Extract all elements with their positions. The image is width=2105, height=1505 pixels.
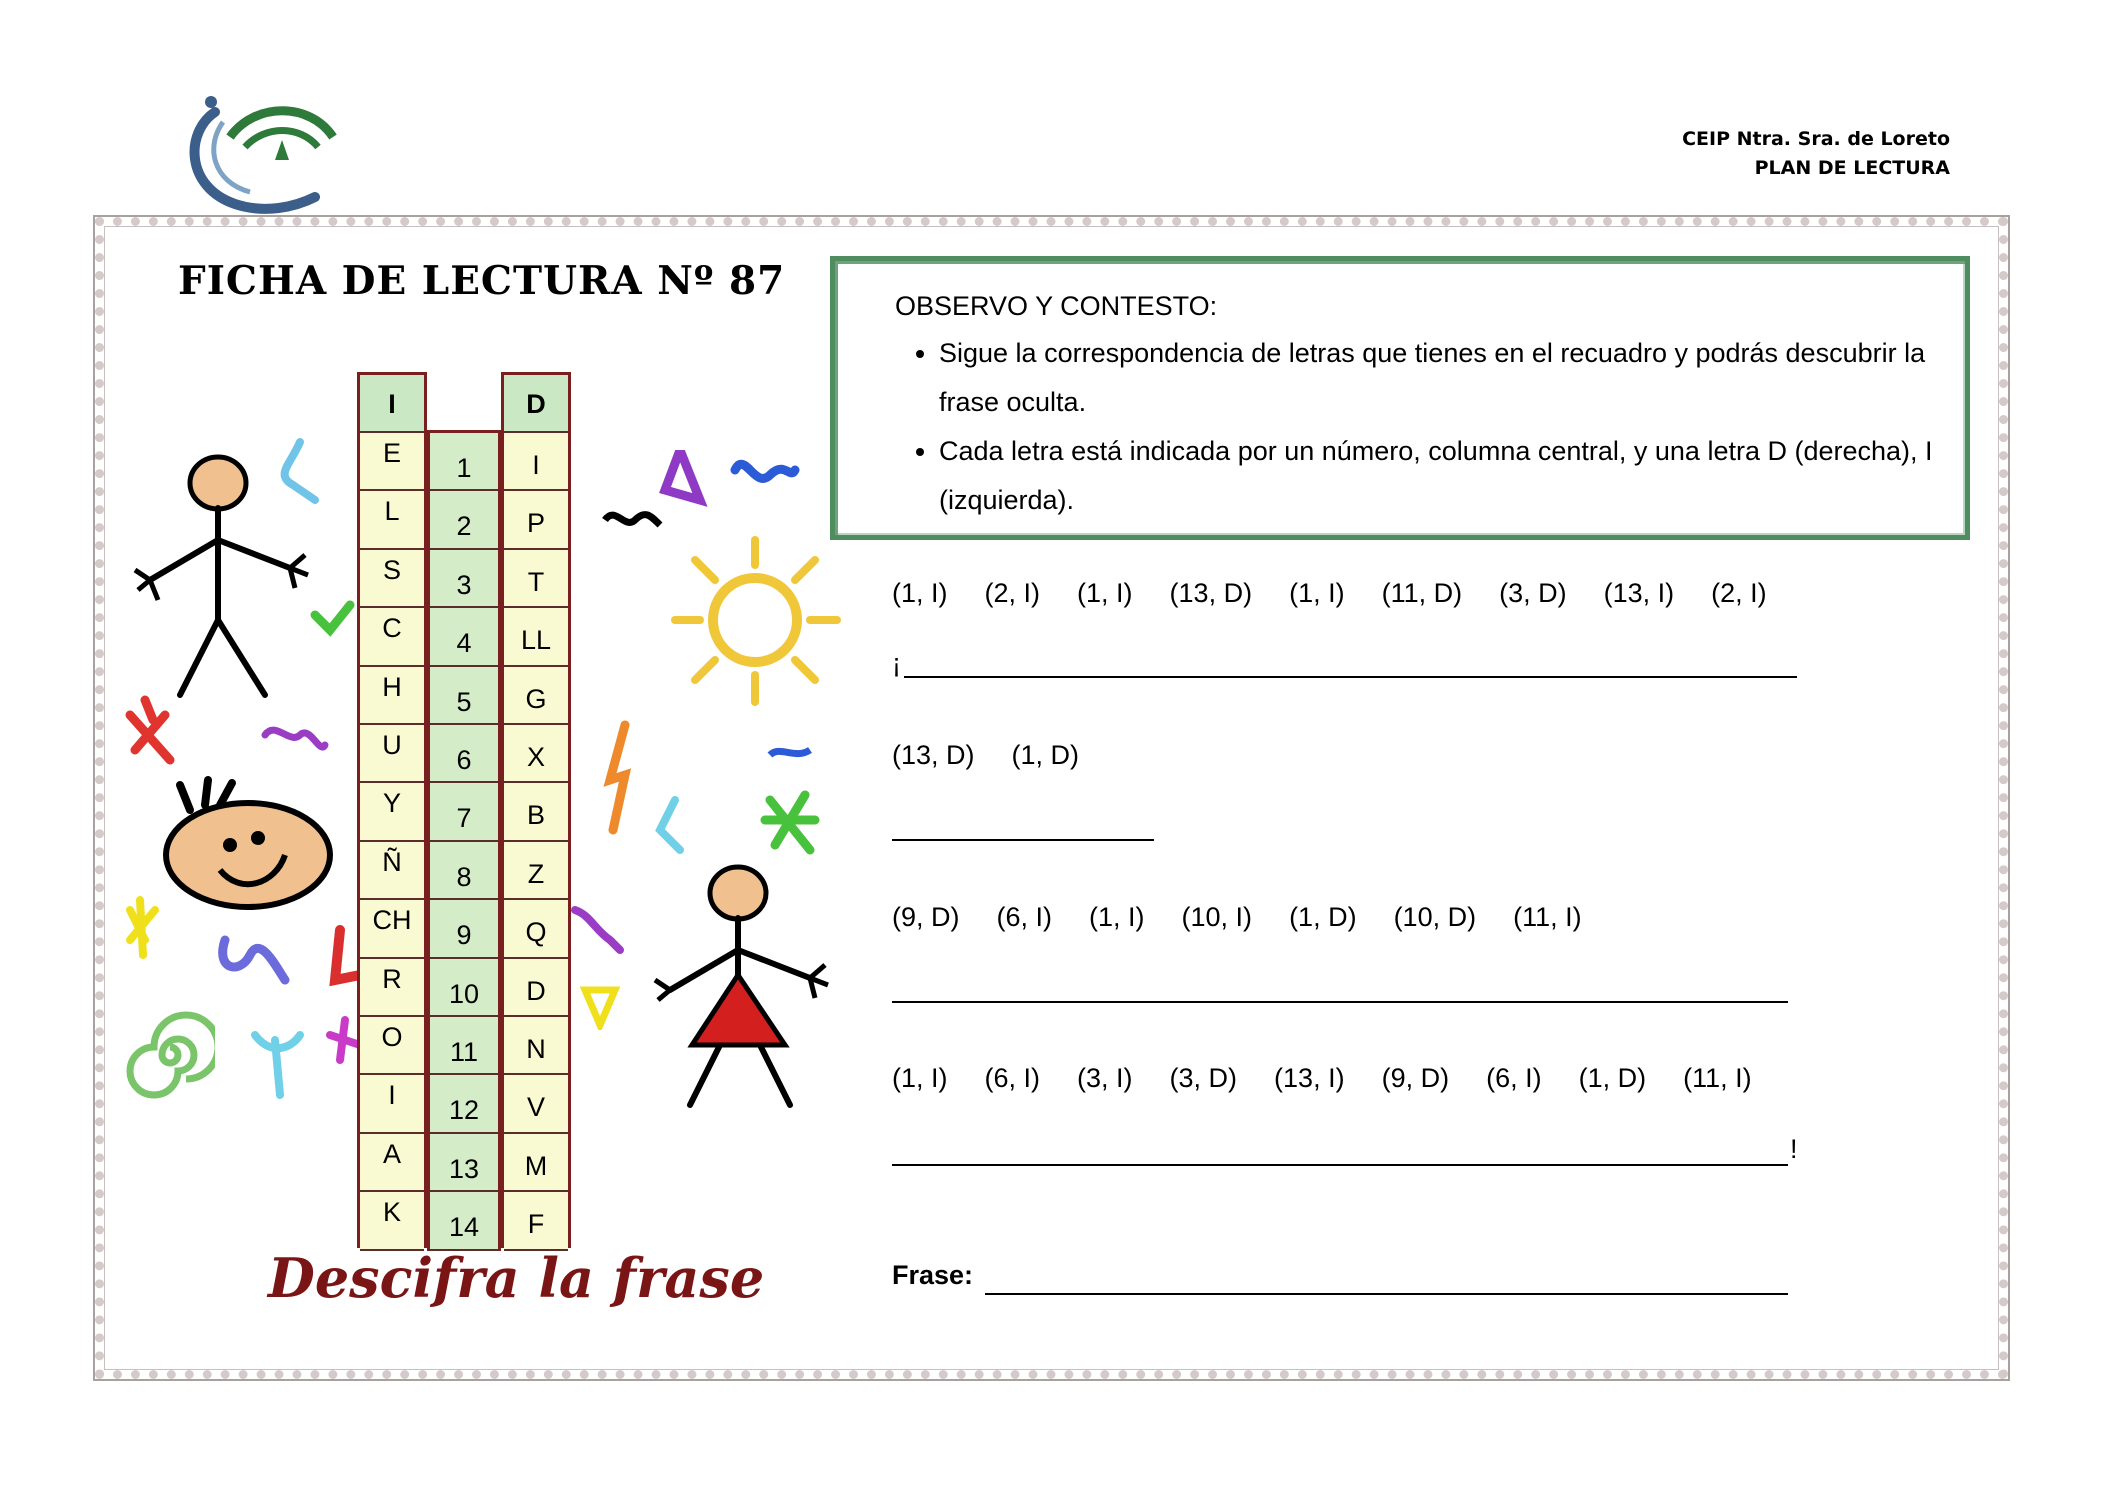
- decoder-left-letter: R: [360, 959, 424, 1017]
- decoder-right-letter: V: [504, 1075, 568, 1133]
- doodles-left-icon: [125, 430, 365, 1130]
- decoder-column-left: [357, 372, 427, 1248]
- decoder-right-letter: F: [504, 1192, 568, 1250]
- phrase-label: Frase:: [892, 1260, 974, 1290]
- code-pair: (13, I): [1603, 578, 1675, 608]
- decoder-number: 6: [427, 725, 501, 783]
- decoder-column-right: [501, 372, 571, 1248]
- code-pair: (1, I): [892, 578, 948, 608]
- decoder-number: 1: [427, 433, 501, 491]
- code-pair: (6, I): [1486, 1063, 1542, 1093]
- code-pair: (9, D): [892, 902, 960, 932]
- decoder-number: 12: [427, 1075, 501, 1133]
- code-pair: (11, D): [1381, 578, 1463, 608]
- code-pair: (11, I): [1683, 1063, 1752, 1093]
- code-pair: (13, I): [1274, 1063, 1345, 1093]
- decoder-number: 3: [427, 550, 501, 608]
- code-pair: (1, D): [1011, 740, 1080, 770]
- header-left: I: [360, 375, 424, 433]
- instruction-list: [895, 329, 1979, 525]
- code-pair: (3, D): [1499, 578, 1567, 608]
- decoder-left-letter: C: [360, 608, 424, 666]
- decoder-right-letter: Z: [504, 842, 568, 900]
- code-pair: (6, I): [984, 1063, 1041, 1093]
- code-pair: (10, I): [1181, 902, 1253, 932]
- decoder-right-letter: B: [504, 783, 568, 841]
- decoder-right-letter: N: [504, 1017, 568, 1075]
- decipher-caption: Descifra la frase: [268, 1246, 765, 1310]
- code-pair: (1, I): [892, 1063, 948, 1093]
- decoder-right-letter: P: [504, 491, 568, 549]
- code-pair: (13, D): [892, 740, 975, 770]
- decoder-left-letter: Y: [360, 783, 424, 841]
- plan-name: PLAN DE LECTURA: [1754, 157, 1950, 179]
- instruction-item: • Cada letra está indicada por un número, columna central, y una letra D (derecha), I (izquierda).: [939, 427, 1979, 525]
- decoder-number: 7: [427, 783, 501, 841]
- code-pair: (1, I): [1077, 578, 1133, 608]
- code-pair: (11, I): [1513, 902, 1582, 932]
- phrase-answer-line[interactable]: [985, 1293, 1788, 1295]
- decoder-left-letter: Ñ: [360, 842, 424, 900]
- decoder-left-letter: U: [360, 725, 424, 783]
- answer-line-4[interactable]: [892, 1164, 1788, 1166]
- decoder-left-letter: I: [360, 1075, 424, 1133]
- code-pair: (2, I): [984, 578, 1041, 608]
- decoder-left-letter: S: [360, 550, 424, 608]
- code-line-3: [892, 902, 1619, 933]
- doodles-right-icon: [565, 450, 835, 1030]
- code-pair: (10, D): [1393, 902, 1477, 932]
- code-line-2: [892, 740, 1116, 771]
- decoder-number: 10: [427, 959, 501, 1017]
- code-pair: (2, I): [1711, 578, 1767, 608]
- instruction-item: • Sigue la correspondencia de letras que tienes en el recuadro y podrás descubrir la frase oculta.: [939, 329, 1979, 427]
- decoder-left-letter: L: [360, 491, 424, 549]
- decoder-left-letter: H: [360, 667, 424, 725]
- code-pair: (1, I): [1089, 902, 1145, 932]
- decoder-left-letter: CH: [360, 900, 424, 958]
- decoder-right-letter: I: [504, 433, 568, 491]
- code-pair: (13, D): [1169, 578, 1253, 608]
- decoder-number: 2: [427, 491, 501, 549]
- code-pair: (9, D): [1381, 1063, 1450, 1093]
- instruction-title: OBSERVO Y CONTESTO:: [895, 291, 1218, 321]
- school-header: [1560, 125, 1950, 183]
- header-right: D: [504, 375, 568, 433]
- code-pair: (1, D): [1289, 902, 1357, 932]
- closing-exclamation: !: [1790, 1134, 1798, 1164]
- answer-line-3[interactable]: [892, 1001, 1788, 1003]
- decoder-number: 9: [427, 900, 501, 958]
- decoder-right-letter: Q: [504, 900, 568, 958]
- code-pair: (3, I): [1077, 1063, 1133, 1093]
- answer-line-2[interactable]: [892, 839, 1154, 841]
- decoder-number: 8: [427, 842, 501, 900]
- code-line-1: [892, 578, 1804, 609]
- decoder-number: 5: [427, 667, 501, 725]
- logo-icon: [175, 92, 345, 217]
- decoder-number: 4: [427, 608, 501, 666]
- worksheet-title: FICHA DE LECTURA Nº 87: [178, 258, 786, 304]
- decoder-left-letter: A: [360, 1134, 424, 1192]
- decoder-right-letter: D: [504, 959, 568, 1017]
- decoder-right-letter: X: [504, 725, 568, 783]
- decoder-left-letter: E: [360, 433, 424, 491]
- decoder-left-letter: O: [360, 1017, 424, 1075]
- code-pair: (1, D): [1578, 1063, 1647, 1093]
- answer-line-1[interactable]: [904, 676, 1797, 678]
- decoder-column-numbers: [427, 430, 501, 1248]
- decoder-right-letter: T: [504, 550, 568, 608]
- code-pair: (3, D): [1169, 1063, 1238, 1093]
- instruction-box: [830, 256, 1970, 540]
- decoder-right-letter: M: [504, 1134, 568, 1192]
- decoder-number: 13: [427, 1134, 501, 1192]
- opening-exclamation: ¡: [892, 648, 901, 678]
- decoder-number: 14: [427, 1192, 501, 1250]
- code-line-4: [892, 1063, 1789, 1094]
- decoder-right-letter: G: [504, 667, 568, 725]
- decoder-left-letter: K: [360, 1192, 424, 1250]
- code-pair: (1, I): [1289, 578, 1345, 608]
- school-name: CEIP Ntra. Sra. de Loreto: [1682, 128, 1950, 150]
- decoder-right-letter: LL: [504, 608, 568, 666]
- code-pair: (6, I): [996, 902, 1053, 932]
- decoder-number: 11: [427, 1017, 501, 1075]
